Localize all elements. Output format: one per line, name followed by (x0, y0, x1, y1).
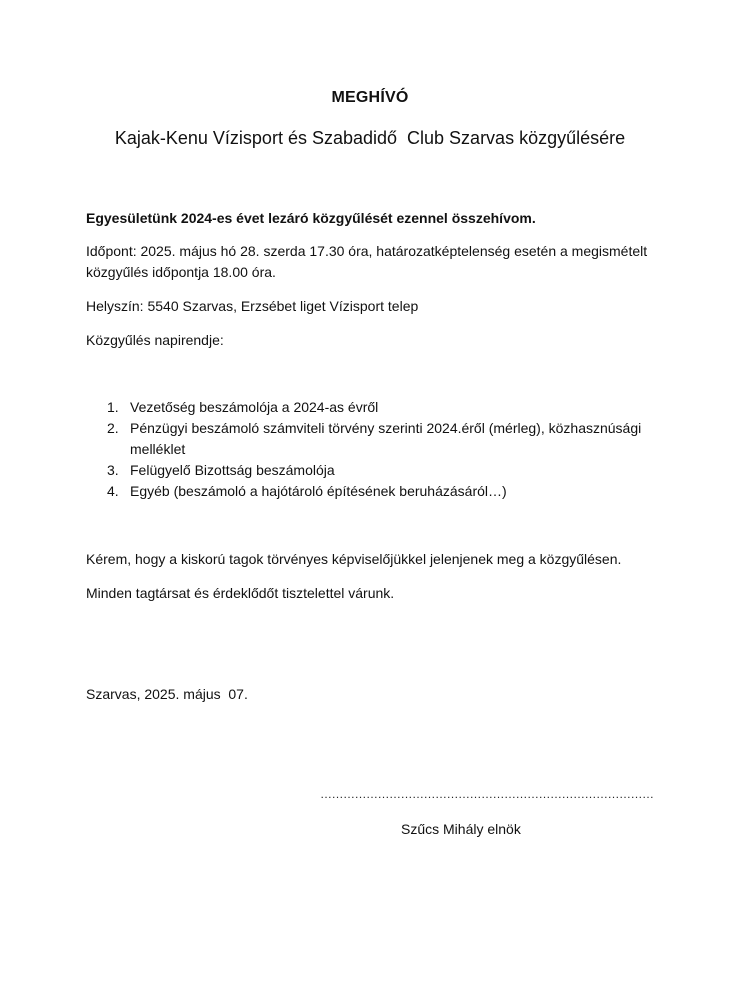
agenda-item-text: Vezetőség beszámolója a 2024-as évről (130, 399, 379, 415)
agenda-item-number: 1. (107, 399, 119, 415)
time-line-1: Időpont: 2025. május hó 28. szerda 17.30 óra, határozatképtelenség esetén a megismételt (86, 243, 648, 259)
agenda-item-number: 3. (107, 462, 119, 478)
agenda-item-text-continued: melléklet (130, 441, 186, 457)
document-title: MEGHÍVÓ (331, 89, 409, 106)
agenda-item (86, 397, 656, 418)
request-paragraph: Kérem, hogy a kiskorú tagok törvényes képviselőjükkel jelenjenek meg a közgyűlésen. (86, 551, 622, 567)
welcome-paragraph: Minden tagtársat és érdeklődőt tisztelettel várunk. (86, 585, 395, 601)
agenda-item-text: Egyéb (beszámoló a hajótároló építésének beruházásáról…) (130, 483, 507, 499)
agenda-item-number: 2. (107, 420, 119, 436)
agenda-list (86, 397, 656, 502)
document-subtitle: Kajak-Kenu Vízisport és Szabadidő Club Szarvas közgyűlésére (114, 128, 626, 148)
signature-line: …………………………………………………………………………… (320, 787, 654, 801)
agenda-item-text: Pénzügyi beszámoló számviteli törvény szerinti 2024.éről (mérleg), közhasznúsági (130, 420, 642, 436)
agenda-item (86, 481, 656, 502)
signatory-name: Szűcs Mihály elnök (401, 821, 521, 837)
intro-paragraph: Egyesületünk 2024-es évet lezáró közgyűlését ezennel összehívom. (86, 210, 536, 226)
agenda-item (86, 460, 656, 481)
time-line-2: közgyűlés időpontja 18.00 óra. (86, 264, 276, 280)
agenda-item-text: Felügyelő Bizottság beszámolója (130, 462, 335, 478)
agenda-item (86, 418, 656, 460)
agenda-heading: Közgyűlés napirendje: (86, 332, 224, 348)
agenda-item-number: 4. (107, 483, 119, 499)
place-date: Szarvas, 2025. május 07. (86, 686, 248, 702)
location-paragraph: Helyszín: 5540 Szarvas, Erzsébet liget Vízisport telep (86, 298, 419, 314)
